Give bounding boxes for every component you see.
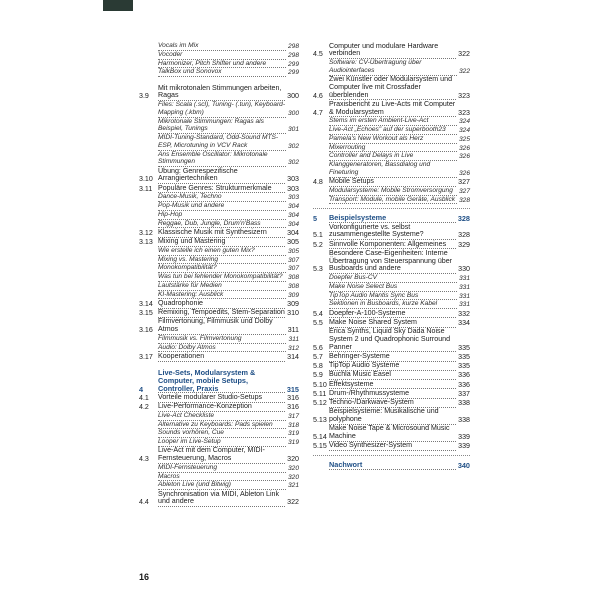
- toc-entry-title: Software: CV-Übertragung über Audiointerfaces: [329, 59, 457, 76]
- toc-entry-sub: [139, 247, 299, 256]
- toc-entry-page: 329: [458, 240, 470, 249]
- toc-entry-page: 309: [287, 291, 299, 299]
- toc-entry-chapter: [313, 461, 470, 470]
- toc-entry-page: 315: [286, 384, 299, 394]
- toc-entry-chapter: [139, 369, 299, 393]
- toc-entry-title: Filmvertonung, Filmmusik und Dolby Atmos: [158, 318, 286, 335]
- toc-entry-page: 320: [287, 473, 299, 481]
- toc-entry-title: Drum-/Rhythmussysteme: [329, 390, 456, 399]
- toc-entry-sub: [313, 274, 470, 283]
- toc-entry-page: 322: [458, 67, 470, 75]
- toc-entry-title: Beispielsysteme: [329, 214, 456, 223]
- divider: [313, 455, 470, 456]
- toc-entry-page: 336: [458, 371, 470, 380]
- toc-entry-section: [139, 318, 299, 335]
- toc-entry-title: Techno-/Darkwave-System: [329, 399, 456, 408]
- toc-entry-page: 323: [458, 91, 470, 100]
- toc-entry-title: Macros: [158, 473, 286, 482]
- toc-entry-sub: [139, 421, 299, 430]
- toc-entry-section: [139, 168, 299, 185]
- toc-entry-title: Modularsysteme: Mobile Stromversorgung: [329, 187, 457, 196]
- toc-entry-title: Mixing und Mastering: [158, 238, 285, 247]
- toc-entry-page: 317: [287, 412, 299, 420]
- toc-entry-page: 326: [458, 144, 470, 152]
- toc-entry-section: [313, 442, 470, 451]
- toc-entry-title: Monokompatibilität?: [158, 264, 286, 273]
- toc-entry-sub: [139, 202, 299, 211]
- toc-entry-title: Live-Act „Echoes" auf der superbooth23: [329, 126, 457, 135]
- toc-entry-title: Kooperationen: [158, 353, 285, 362]
- toc-entry-title: Live-Act Checkliste: [158, 412, 286, 421]
- toc-entry-title: TipTop Audio Mantis Sync Bus: [329, 292, 457, 301]
- toc-entry-sub: [313, 196, 470, 205]
- toc-entry-page: 316: [287, 393, 299, 402]
- toc-entry-sub: [313, 59, 470, 76]
- toc-entry-title: Besondere Case-Eigenheiten: Interne Übertragung von Steuerspannung über Busboards und andere: [329, 250, 456, 274]
- toc-entry-sub: [139, 429, 299, 438]
- toc-entry-sub: [139, 282, 299, 291]
- toc-entry-page: 319: [287, 439, 299, 446]
- toc-entry-page: 328: [458, 196, 470, 204]
- toc-entry-page: 334: [458, 318, 470, 327]
- toc-entry-title: Computer und modulare Hardware verbinden: [329, 43, 456, 60]
- toc-entry-number: 4.1: [139, 393, 149, 402]
- toc-entry-page: 326: [458, 169, 470, 177]
- toc-entry-sub: [139, 464, 299, 473]
- toc-entry-page: 337: [458, 389, 470, 398]
- toc-entry-title: Reggae, Dub, Jungle, Drum'n'Bass: [158, 220, 286, 229]
- toc-entry-number: 5.13: [313, 416, 327, 424]
- toc-entry-title: Pamela's New Workout als Herz: [329, 135, 457, 144]
- toc-entry-title: Zwei Künstler oder Modularsystem und Computer live mit Crossfader überblenden: [329, 76, 456, 100]
- toc-entry-sub: [139, 151, 299, 168]
- toc-entry-page: 323: [458, 108, 470, 117]
- toc-entry-number: 5.15: [313, 442, 327, 451]
- toc-entry-page: 328: [457, 214, 470, 224]
- toc-entry-page: 331: [458, 292, 470, 300]
- toc-entry-number: 5.3: [313, 265, 323, 274]
- toc-entry-number: 5.14: [313, 433, 327, 441]
- toc-entry-page: 304: [287, 220, 299, 228]
- toc-entry-page: 321: [287, 482, 299, 490]
- toc-entry-section: [139, 491, 299, 508]
- toc-entry-title: Buchla Music Easel: [329, 371, 456, 380]
- toc-entry-title: Sinnvolle Komponenten: Allgemeines: [329, 241, 456, 250]
- toc-entry-title: Quadrophonie: [158, 300, 285, 309]
- toc-entry-page: 327: [458, 187, 470, 195]
- toc-entry-title: Vocoder: [158, 51, 286, 60]
- toc-entry-title: Was tun bei fehlender Monokompatibilität?: [158, 273, 286, 282]
- toc-entry-number: 4: [139, 384, 144, 394]
- toc-entry-page: 335: [458, 362, 470, 370]
- toc-entry-title: Hip-Hop: [158, 211, 286, 220]
- toc-entry-page: 314: [287, 352, 299, 361]
- toc-entry-number: 3.15: [139, 309, 153, 317]
- toc-entry-sub: [139, 211, 299, 220]
- toc-entry-page: 304: [287, 228, 299, 237]
- toc-entry-number: 3.16: [139, 326, 153, 334]
- toc-entry-page: 339: [458, 442, 470, 451]
- toc-entry-title: Audio: Dolby Atmos: [158, 344, 286, 353]
- divider: [313, 208, 470, 209]
- toc-entry-page: 305: [287, 238, 299, 246]
- toc-entry-page: 330: [458, 265, 470, 274]
- toc-entry-title: Make Noise Tape & Microsound Music Machine: [329, 425, 456, 442]
- toc-entry-title: Live-Act mit dem Computer, MIDI-Fernsteuerung, Macros: [158, 447, 285, 464]
- toc-entry-section: [139, 185, 299, 194]
- toc-entry-title: Alternative zu Keyboards: Pads spielen: [158, 421, 286, 430]
- toc-entry-title: Controller and Delays in Live: [329, 152, 457, 161]
- toc-entry-sub: [139, 256, 299, 265]
- toc-entry-number: 3.13: [139, 238, 153, 246]
- toc-entry-number: 5.12: [313, 399, 327, 407]
- toc-entry-page: 303: [287, 184, 299, 193]
- toc-entry-title: Ans Ensemble Oscillator: Mikrotonale Stimmungen: [158, 151, 286, 168]
- toc-entry-title: Mikrotonale Stimmungen: Ragas als Beispiel, Tunings: [158, 118, 286, 135]
- toc-entry-sub: [139, 473, 299, 482]
- toc-entry-title: Sounds vorhören, Cue: [158, 429, 286, 438]
- toc-entry-sub: [139, 42, 299, 51]
- toc-entry-title: Live-Performance-Konzeption: [158, 403, 285, 412]
- toc-entry-title: Dance-Musik, Techno: [158, 193, 286, 202]
- toc-entry-section: [313, 76, 470, 100]
- toc-entry-title: Populäre Genres: Strukturmerkmale: [158, 185, 285, 194]
- toc-entry-section: [313, 381, 470, 390]
- toc-entry-page: 331: [458, 275, 470, 282]
- toc-entry-page: 322: [458, 50, 470, 59]
- toc-entry-page: 299: [287, 69, 299, 77]
- toc-entry-section: [139, 85, 299, 102]
- toc-entry-number: 4.2: [139, 403, 149, 411]
- toc-entry-sub: [139, 291, 299, 300]
- toc-entry-page: 327: [458, 178, 470, 186]
- toc-entry-page: 338: [458, 416, 470, 424]
- toc-entry-page: 325: [458, 135, 470, 143]
- spacer: [139, 77, 299, 84]
- toc-entry-number: 5.9: [313, 371, 323, 380]
- toc-entry-page: 301: [287, 126, 299, 134]
- toc-entry-number: 3.14: [139, 299, 153, 308]
- toc-entry-page: 335: [458, 343, 470, 352]
- toc-entry-sub: [313, 300, 470, 309]
- toc-entry-section: [313, 43, 470, 60]
- toc-entry-section: [313, 241, 470, 250]
- toc-entry-page: 335: [458, 352, 470, 361]
- toc-entry-section: [313, 250, 470, 274]
- toc-entry-title: Filmmusik vs. Filmvertonung: [158, 335, 286, 344]
- toc-entry-number: 4.4: [139, 498, 149, 507]
- toc-entry-sub: [313, 135, 470, 144]
- toc-entry-title: Vocals im Mix: [158, 42, 286, 51]
- toc-entry-title: Übung: Genrespezifische Arrangiertechniken: [158, 168, 285, 185]
- toc-entry-title: Doepfer Bus-CV: [329, 274, 457, 283]
- toc-entry-number: 5.5: [313, 318, 323, 327]
- toc-entry-sub: [139, 264, 299, 273]
- toc-entry-sub: [139, 481, 299, 490]
- toc-entry-page: 339: [458, 433, 470, 441]
- toc-entry-number: 4.3: [139, 455, 149, 463]
- toc-entry-number: 5.4: [313, 309, 323, 318]
- toc-entry-sub: [139, 68, 299, 77]
- toc-entry-section: [139, 238, 299, 247]
- toc-entry-title: Make Noise Shared System: [329, 319, 456, 328]
- toc-entry-sub: [139, 273, 299, 282]
- toc-entry-page: 316: [287, 403, 299, 411]
- toc-entry-title: Vorkonfigurierte vs. selbst zusammengestellte Systeme?: [329, 224, 456, 241]
- toc-entry-section: [313, 178, 470, 187]
- toc-entry-title: Doepfer-A-100-Systeme: [329, 310, 456, 319]
- toc-entry-title: Transport: Module, mobile Geräte, Ausblick: [329, 195, 456, 203]
- toc-entry-page: 310: [287, 309, 299, 317]
- toc-entry-sub: [313, 152, 470, 161]
- toc-entry-number: 3.17: [139, 352, 153, 361]
- toc-entry-page: 304: [287, 211, 299, 219]
- toc-entry-section: [313, 101, 470, 118]
- toc-entry-section: [313, 328, 470, 352]
- toc-entry-title: Ableton Live (und Bitwig): [158, 481, 286, 490]
- toc-entry-title: Video Synthesizer-System: [329, 442, 456, 451]
- toc-entry-sub: [139, 101, 299, 118]
- toc-entry-sub: [313, 187, 470, 196]
- toc-entry-title: KI-Mastering: Ausblick: [158, 291, 286, 300]
- toc-right-column: [313, 42, 470, 470]
- toc-entry-page: 302: [287, 159, 299, 167]
- toc-entry-number: 5.2: [313, 240, 323, 249]
- toc-entry-sub: [313, 144, 470, 153]
- toc-entry-page: 331: [458, 283, 470, 291]
- toc-entry-page: 305: [287, 247, 299, 255]
- toc-entry-page: 300: [287, 92, 299, 101]
- toc-entry-page: 320: [287, 464, 299, 472]
- toc-entry-page: 336: [458, 380, 470, 389]
- toc-entry-title: TipTop Audio Systeme: [329, 362, 456, 371]
- toc-entry-page: 311: [288, 335, 299, 343]
- toc-entry-section: [139, 353, 299, 362]
- toc-entry-number: 3.12: [139, 228, 153, 237]
- toc-entry-sub: [139, 118, 299, 135]
- toc-entry-title: Klassische Musik mit Synthesizern: [158, 229, 285, 238]
- toc-entry-chapter: [313, 214, 470, 223]
- toc-entry-title: Wie erstelle ich einen guten Mix?: [158, 247, 286, 256]
- toc-entry-number: 5: [313, 214, 318, 224]
- toc-entry-title: Praxisbericht zu Live-Acts mit Computer & Modularsystem: [329, 99, 456, 116]
- toc-entry-number: 4.5: [313, 50, 323, 59]
- toc-entry-sub: [139, 193, 299, 202]
- toc-entry-title: Remixing, Tempoedits, Stem-Separation: [158, 308, 285, 316]
- toc-entry-number: 5.10: [313, 380, 327, 389]
- toc-entry-number: 5.6: [313, 343, 323, 352]
- toc-entry-page: 307: [287, 265, 299, 273]
- toc-entry-number: 5.11: [313, 389, 327, 398]
- toc-entry-section: [313, 371, 470, 380]
- toc-entry-title: Mixerrouting: [329, 144, 457, 153]
- toc-entry-section: [313, 425, 470, 442]
- toc-entry-number: 3.11: [139, 184, 153, 193]
- toc-entry-title: Behringer-Systeme: [329, 353, 456, 362]
- chapter-corner-tab: [103, 0, 133, 11]
- toc-entry-sub: [139, 220, 299, 229]
- toc-entry-page: 319: [287, 430, 299, 438]
- toc-entry-number: 3.9: [139, 92, 149, 101]
- toc-entry-title: Mixing vs. Mastering: [158, 256, 286, 265]
- toc-entry-page: 326: [458, 153, 470, 161]
- toc-entry-sub: [139, 60, 299, 69]
- page-number: 16: [139, 572, 150, 582]
- toc-entry-page: 304: [287, 203, 299, 210]
- toc-entry-title: Mobile Setups: [329, 178, 456, 187]
- toc-entry-page: 298: [287, 43, 299, 50]
- toc-entry-section: [313, 224, 470, 241]
- toc-entry-page: 324: [458, 118, 470, 126]
- toc-entry-title: Effektsysteme: [329, 381, 456, 390]
- toc-entry-page: 308: [287, 274, 299, 281]
- toc-entry-page: 307: [287, 256, 299, 264]
- toc-entry-number: 4.6: [313, 91, 323, 100]
- toc-entry-sub: [313, 292, 470, 301]
- toc-entry-sub: [313, 161, 470, 178]
- toc-entry-section: [139, 447, 299, 464]
- toc-entry-title: Nachwort: [329, 461, 456, 470]
- toc-left-column: [139, 42, 299, 507]
- toc-entry-page: 303: [287, 194, 299, 202]
- toc-entry-page: 303: [287, 175, 299, 184]
- toc-entry-title: Vorteile modularer Studio-Setups: [158, 394, 285, 403]
- toc-entry-page: 328: [458, 231, 470, 240]
- toc-entry-page: 312: [287, 344, 299, 352]
- toc-entry-title: Harmonizer, Pitch Shifter und andere: [158, 60, 286, 69]
- toc-entry-title: MIDI-Tuning-Standard, Odd-Sound MTS-ESP, Microtuning in VCV Rack: [158, 134, 286, 151]
- toc-entry-page: 299: [287, 60, 299, 68]
- toc-entry-title: Live-Sets, Modularsystem & Computer, mobile Setups, Controller, Praxis: [158, 369, 285, 393]
- toc-entry-page: 309: [287, 299, 299, 308]
- toc-entry-section: [313, 310, 470, 319]
- toc-entry-sub: [139, 51, 299, 60]
- toc-entry-page: 320: [287, 455, 299, 463]
- toc-entry-page: 322: [287, 498, 299, 507]
- toc-entry-page: 300: [287, 109, 299, 117]
- toc-entry-page: 298: [287, 51, 299, 59]
- toc-entry-title: Files: Scala (.scl), Tuning- (.tun), Keyboard-Mapping (.kbm): [158, 101, 286, 116]
- toc-entry-sub: [313, 126, 470, 135]
- toc-entry-sub: [139, 412, 299, 421]
- toc-entry-number: 4.8: [313, 178, 323, 186]
- toc-entry-sub: [139, 335, 299, 344]
- toc-entry-sub: [313, 283, 470, 292]
- toc-entry-title: Lautstärke für Medien: [158, 282, 286, 291]
- toc-entry-title: Beispielsysteme: Musikalische und polyphone: [329, 408, 456, 425]
- toc-entry-number: 5.8: [313, 362, 323, 370]
- toc-entry-title: TalkBox und Sonovox: [158, 68, 286, 77]
- toc-entry-title: Mit mikrotonalen Stimmungen arbeiten, Ragas: [158, 85, 285, 102]
- toc-entry-sub: [313, 117, 470, 126]
- toc-entry-page: 331: [458, 301, 470, 309]
- toc-entry-title: Klanggeneratoren, Bassdialog und Fineturing: [329, 161, 457, 178]
- toc-entry-section: [313, 408, 470, 425]
- toc-entry-page: 340: [457, 461, 470, 470]
- toc-entry-title: Stems im ersten Ambient-Live-Act: [329, 117, 457, 126]
- toc-entry-sub: [139, 344, 299, 353]
- toc-entry-title: Erica Synths, Liquid Sky Dada Noise System 2 und Quadrophonic Surround Panner: [329, 328, 456, 352]
- toc-entry-page: 308: [287, 282, 299, 290]
- toc-entry-page: 332: [458, 309, 470, 318]
- toc-entry-sub: [139, 134, 299, 151]
- toc-entry-title: MIDI-Fernsteuerung: [158, 464, 286, 473]
- toc-entry-page: 338: [458, 399, 470, 407]
- toc-entry-section: [139, 403, 299, 412]
- toc-entry-page: 324: [458, 127, 470, 134]
- toc-entry-title: Make Noise Select Bus: [329, 283, 457, 292]
- toc-entry-number: 5.1: [313, 231, 323, 240]
- toc-entry-number: 4.7: [313, 108, 323, 117]
- toc-entry-page: 318: [287, 421, 299, 429]
- toc-entry-page: 311: [287, 326, 299, 334]
- toc-entry-title: Sektionen in Busboards, kurze Kabel: [329, 300, 457, 309]
- toc-entry-title: Looper im Live-Setup: [158, 438, 286, 447]
- toc-entry-title: Pop-Musik und andere: [158, 202, 286, 211]
- toc-entry-page: 302: [287, 142, 299, 150]
- toc-entry-number: 3.10: [139, 175, 153, 184]
- toc-entry-title: Synchronisation via MIDI, Ableton Link und andere: [158, 491, 285, 508]
- toc-entry-number: 5.7: [313, 352, 323, 361]
